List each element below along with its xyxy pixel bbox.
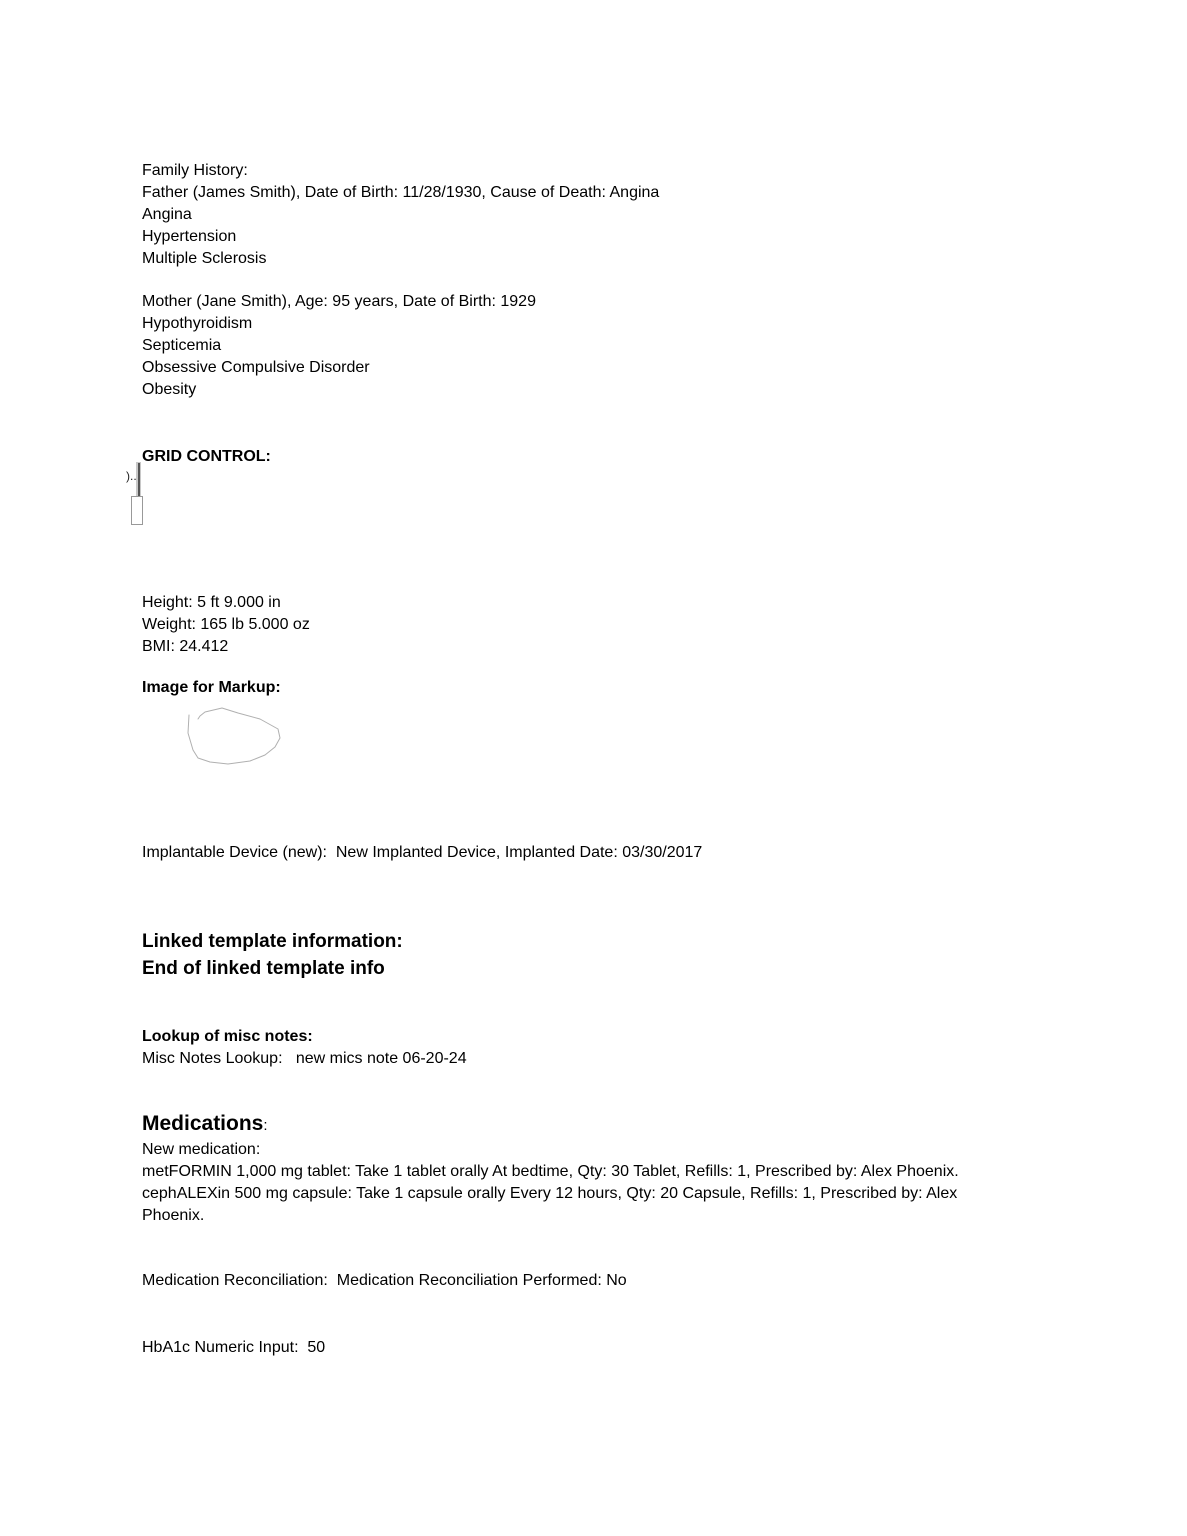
mother-condition: Obesity xyxy=(142,381,197,398)
med-reconciliation-line: Medication Reconciliation: Medication Reconciliation Performed: No xyxy=(142,1272,627,1289)
father-summary-line: Father (James Smith), Date of Birth: 11/28/1930, Cause of Death: Angina xyxy=(142,184,660,201)
misc-notes-heading: Lookup of misc notes: xyxy=(142,1028,313,1045)
implantable-device-section xyxy=(142,842,702,864)
image-markup-heading: Image for Markup: xyxy=(142,679,281,696)
weight-line: Weight: 165 lb 5.000 oz xyxy=(142,616,310,633)
medications-section xyxy=(142,1111,959,1227)
medication-line: metFORMIN 1,000 mg tablet: Take 1 tablet orally At bedtime, Qty: 30 Tablet, Refills: 1, Prescribed by: Alex Phoenix. xyxy=(142,1163,959,1180)
medication-line: Phoenix. xyxy=(142,1207,205,1224)
artifact-caret xyxy=(138,463,140,497)
blank-line xyxy=(142,270,659,291)
markup-sketch xyxy=(185,704,285,768)
linked-template-heading: Linked template information: xyxy=(142,931,403,952)
artifact-rectangle xyxy=(131,496,143,525)
mother-condition: Obsessive Compulsive Disorder xyxy=(142,359,370,376)
father-condition: Multiple Sclerosis xyxy=(142,250,267,267)
artifact-clipped-text: ).. xyxy=(126,469,137,483)
father-condition: Hypertension xyxy=(142,228,237,245)
med-reconciliation-section xyxy=(142,1270,627,1292)
medications-heading-text: Medications xyxy=(142,1112,264,1135)
misc-notes-section xyxy=(142,1026,467,1070)
bmi-line: BMI: 24.412 xyxy=(142,638,229,655)
height-line: Height: 5 ft 9.000 in xyxy=(142,594,281,611)
grid-control-section xyxy=(142,446,271,468)
medication-line: cephALEXin 500 mg capsule: Take 1 capsule orally Every 12 hours, Qty: 20 Capsule, Refills: 1, Prescribed by: Alex xyxy=(142,1185,958,1202)
hba1c-section xyxy=(142,1337,325,1359)
grid-control-artifact xyxy=(126,462,150,532)
medication-line: New medication: xyxy=(142,1141,261,1158)
misc-notes-line: Misc Notes Lookup: new mics note 06-20-24 xyxy=(142,1050,467,1067)
family-history-heading: Family History: xyxy=(142,162,248,179)
vitals-section xyxy=(142,592,310,658)
mother-condition: Hypothyroidism xyxy=(142,315,253,332)
linked-template-section xyxy=(142,928,403,982)
medications-heading xyxy=(142,1111,959,1139)
father-condition: Angina xyxy=(142,206,192,223)
mother-summary-line: Mother (Jane Smith), Age: 95 years, Date of Birth: 1929 xyxy=(142,293,536,310)
medications-heading-colon: : xyxy=(263,1117,268,1134)
markup-sketch-svg xyxy=(185,704,285,768)
mother-condition: Septicemia xyxy=(142,337,222,354)
hba1c-line: HbA1c Numeric Input: 50 xyxy=(142,1339,326,1356)
implantable-device-line: Implantable Device (new): New Implanted Device, Implanted Date: 03/30/2017 xyxy=(142,844,703,861)
family-history-section xyxy=(142,160,659,401)
grid-control-heading: GRID CONTROL: xyxy=(142,448,271,465)
linked-template-end-line: End of linked template info xyxy=(142,958,385,979)
image-markup-section xyxy=(142,677,281,699)
